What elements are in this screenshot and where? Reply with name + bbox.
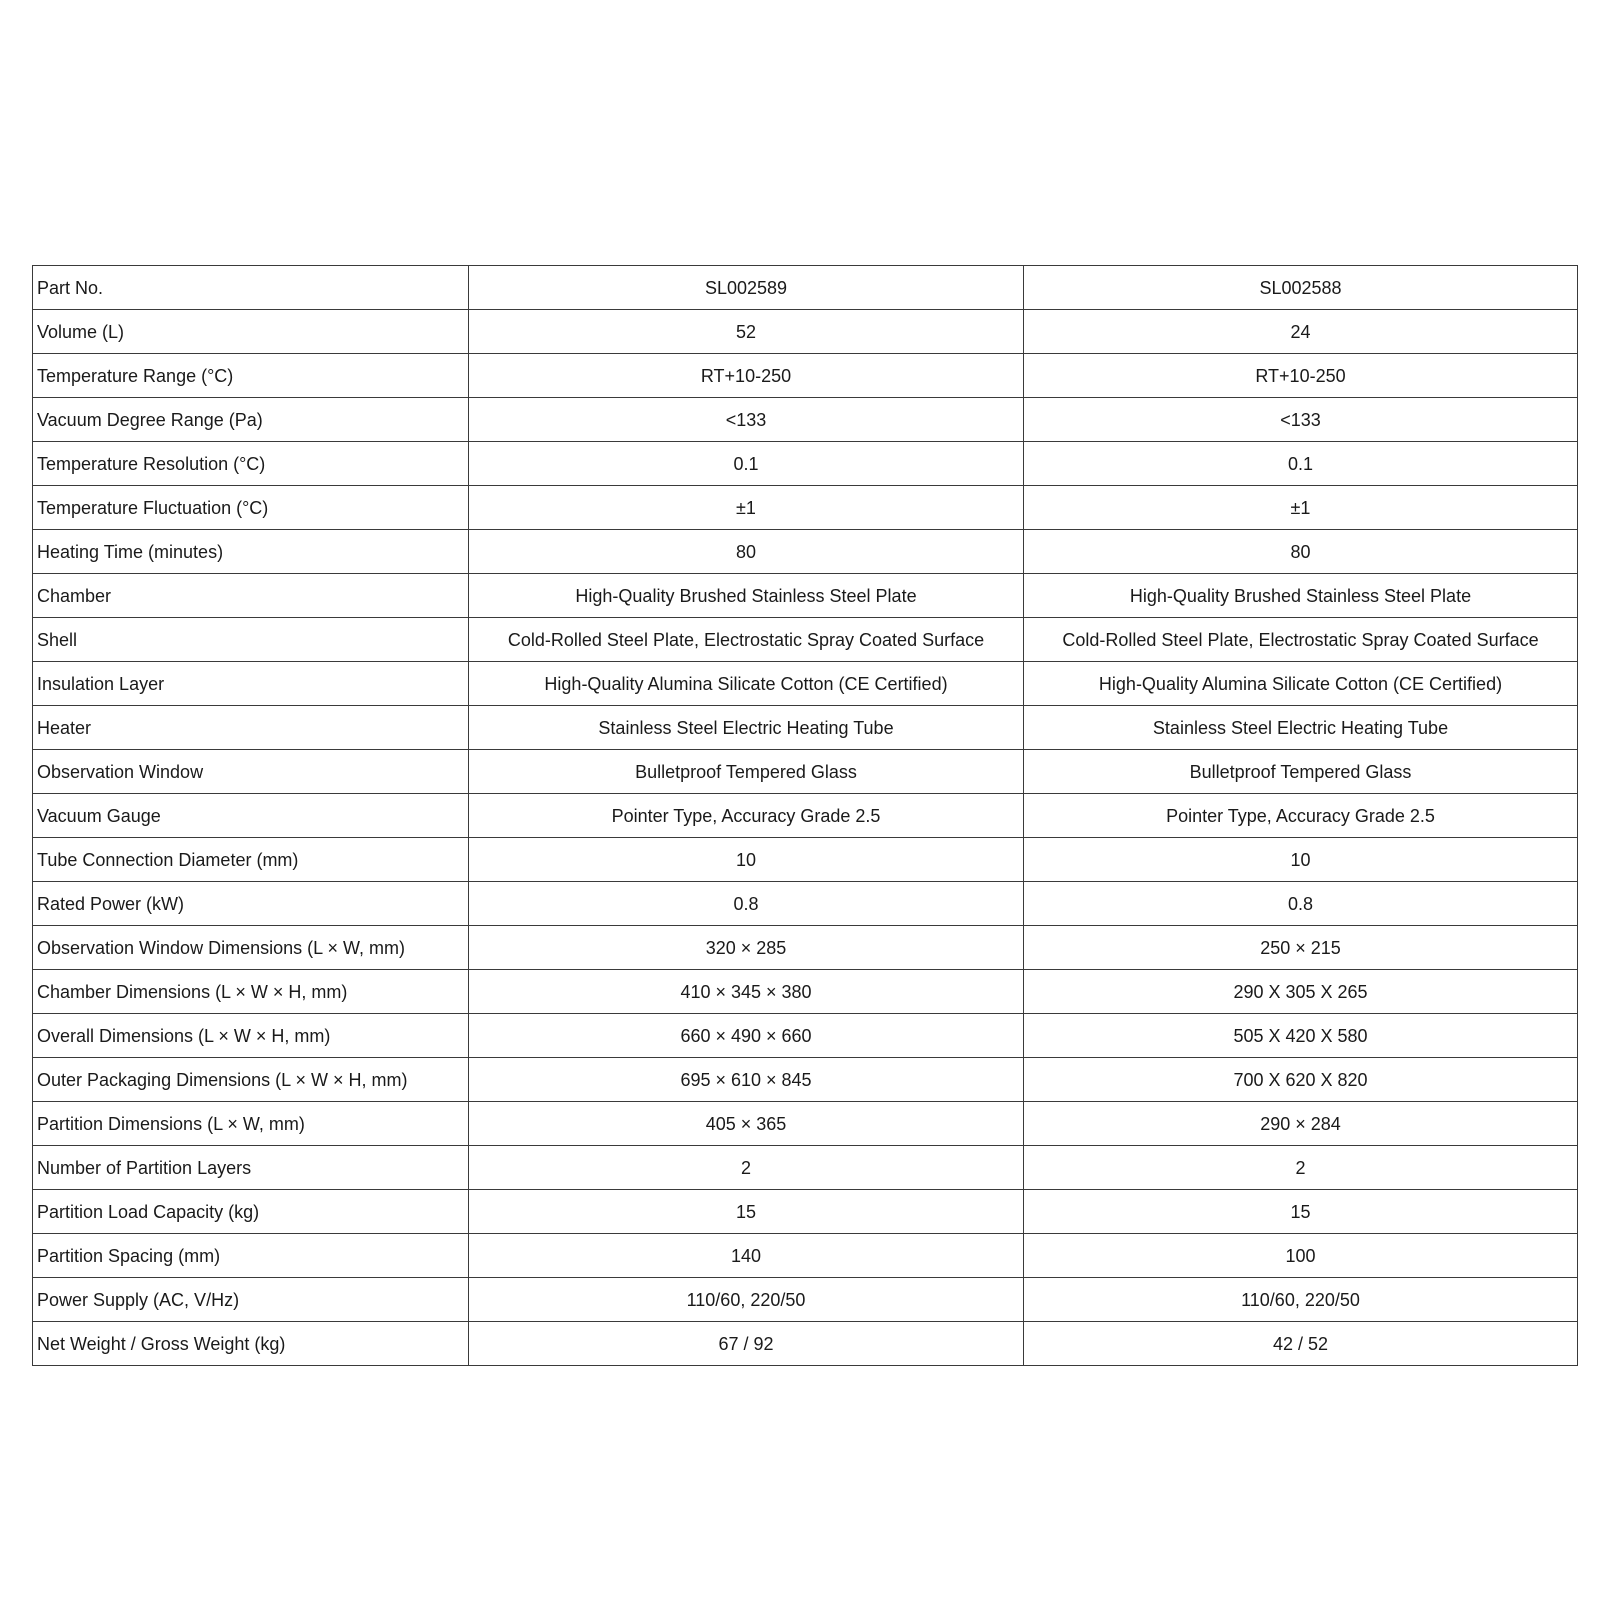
table-row [33, 1190, 1578, 1234]
spec-value-model-a: 660 × 490 × 660 [469, 1014, 1024, 1058]
spec-value-model-b: 10 [1024, 838, 1578, 882]
spec-value-model-b: High-Quality Alumina Silicate Cotton (CE Certified) [1024, 662, 1578, 706]
spec-label: Outer Packaging Dimensions (L × W × H, mm) [33, 1058, 469, 1102]
table-row [33, 1322, 1578, 1366]
spec-value-model-a: 67 / 92 [469, 1322, 1024, 1366]
spec-label: Observation Window [33, 750, 469, 794]
spec-value-model-b: Cold-Rolled Steel Plate, Electrostatic Spray Coated Surface [1024, 618, 1578, 662]
table-row [33, 574, 1578, 618]
spec-table-body [33, 266, 1578, 1366]
table-row [33, 838, 1578, 882]
spec-value-model-a: Cold-Rolled Steel Plate, Electrostatic Spray Coated Surface [469, 618, 1024, 662]
spec-value-model-a: 0.1 [469, 442, 1024, 486]
table-row [33, 310, 1578, 354]
spec-value-model-a: High-Quality Alumina Silicate Cotton (CE Certified) [469, 662, 1024, 706]
spec-value-model-a: 140 [469, 1234, 1024, 1278]
spec-label: Temperature Range (°C) [33, 354, 469, 398]
spec-label: Shell [33, 618, 469, 662]
table-row [33, 398, 1578, 442]
spec-value-model-b: 700 X 620 X 820 [1024, 1058, 1578, 1102]
spec-value-model-b: 110/60, 220/50 [1024, 1278, 1578, 1322]
spec-label: Partition Dimensions (L × W, mm) [33, 1102, 469, 1146]
spec-label: Temperature Fluctuation (°C) [33, 486, 469, 530]
table-row [33, 442, 1578, 486]
spec-value-model-b: <133 [1024, 398, 1578, 442]
spec-value-model-b: 15 [1024, 1190, 1578, 1234]
spec-value-model-b: SL002588 [1024, 266, 1578, 310]
spec-value-model-a: 320 × 285 [469, 926, 1024, 970]
spec-value-model-a: Bulletproof Tempered Glass [469, 750, 1024, 794]
spec-value-model-a: SL002589 [469, 266, 1024, 310]
spec-value-model-b: Pointer Type, Accuracy Grade 2.5 [1024, 794, 1578, 838]
spec-label: Overall Dimensions (L × W × H, mm) [33, 1014, 469, 1058]
spec-value-model-a: High-Quality Brushed Stainless Steel Plate [469, 574, 1024, 618]
spec-label: Partition Spacing (mm) [33, 1234, 469, 1278]
spec-label: Insulation Layer [33, 662, 469, 706]
spec-value-model-b: 24 [1024, 310, 1578, 354]
table-row [33, 706, 1578, 750]
spec-label: Net Weight / Gross Weight (kg) [33, 1322, 469, 1366]
table-row [33, 1146, 1578, 1190]
spec-value-model-b: 0.8 [1024, 882, 1578, 926]
table-row [33, 926, 1578, 970]
table-row [33, 794, 1578, 838]
table-row [33, 618, 1578, 662]
table-row [33, 882, 1578, 926]
spec-value-model-a: 15 [469, 1190, 1024, 1234]
spec-value-model-a: 52 [469, 310, 1024, 354]
spec-value-model-a: RT+10-250 [469, 354, 1024, 398]
table-row [33, 1278, 1578, 1322]
spec-label: Vacuum Gauge [33, 794, 469, 838]
spec-value-model-b: 290 × 284 [1024, 1102, 1578, 1146]
spec-value-model-b: 505 X 420 X 580 [1024, 1014, 1578, 1058]
spec-label: Volume (L) [33, 310, 469, 354]
spec-table [32, 265, 1578, 1366]
spec-value-model-a: 0.8 [469, 882, 1024, 926]
spec-value-model-b: 290 X 305 X 265 [1024, 970, 1578, 1014]
table-row [33, 486, 1578, 530]
spec-label: Power Supply (AC, V/Hz) [33, 1278, 469, 1322]
spec-label: Chamber Dimensions (L × W × H, mm) [33, 970, 469, 1014]
spec-label: Rated Power (kW) [33, 882, 469, 926]
spec-value-model-b: Bulletproof Tempered Glass [1024, 750, 1578, 794]
spec-value-model-b: 80 [1024, 530, 1578, 574]
spec-label: Observation Window Dimensions (L × W, mm) [33, 926, 469, 970]
spec-value-model-b: RT+10-250 [1024, 354, 1578, 398]
table-row [33, 354, 1578, 398]
spec-label: Temperature Resolution (°C) [33, 442, 469, 486]
table-row [33, 1234, 1578, 1278]
spec-value-model-b: Stainless Steel Electric Heating Tube [1024, 706, 1578, 750]
spec-label: Part No. [33, 266, 469, 310]
spec-value-model-a: 110/60, 220/50 [469, 1278, 1024, 1322]
table-row [33, 662, 1578, 706]
spec-value-model-b: ±1 [1024, 486, 1578, 530]
spec-value-model-a: 410 × 345 × 380 [469, 970, 1024, 1014]
spec-value-model-a: 405 × 365 [469, 1102, 1024, 1146]
spec-label: Heating Time (minutes) [33, 530, 469, 574]
spec-value-model-b: 2 [1024, 1146, 1578, 1190]
table-row [33, 1014, 1578, 1058]
table-row [33, 1058, 1578, 1102]
spec-value-model-a: Pointer Type, Accuracy Grade 2.5 [469, 794, 1024, 838]
spec-value-model-b: 250 × 215 [1024, 926, 1578, 970]
spec-value-model-b: 0.1 [1024, 442, 1578, 486]
table-row [33, 1102, 1578, 1146]
spec-value-model-a: 10 [469, 838, 1024, 882]
table-row [33, 530, 1578, 574]
spec-label: Number of Partition Layers [33, 1146, 469, 1190]
spec-value-model-a: <133 [469, 398, 1024, 442]
spec-label: Chamber [33, 574, 469, 618]
table-row [33, 750, 1578, 794]
table-row [33, 970, 1578, 1014]
spec-value-model-a: 2 [469, 1146, 1024, 1190]
table-row [33, 266, 1578, 310]
spec-label: Partition Load Capacity (kg) [33, 1190, 469, 1234]
spec-value-model-b: 100 [1024, 1234, 1578, 1278]
spec-value-model-a: Stainless Steel Electric Heating Tube [469, 706, 1024, 750]
spec-value-model-a: 80 [469, 530, 1024, 574]
spec-label: Heater [33, 706, 469, 750]
spec-value-model-a: ±1 [469, 486, 1024, 530]
spec-value-model-b: High-Quality Brushed Stainless Steel Plate [1024, 574, 1578, 618]
spec-value-model-a: 695 × 610 × 845 [469, 1058, 1024, 1102]
spec-label: Vacuum Degree Range (Pa) [33, 398, 469, 442]
spec-value-model-b: 42 / 52 [1024, 1322, 1578, 1366]
spec-label: Tube Connection Diameter (mm) [33, 838, 469, 882]
